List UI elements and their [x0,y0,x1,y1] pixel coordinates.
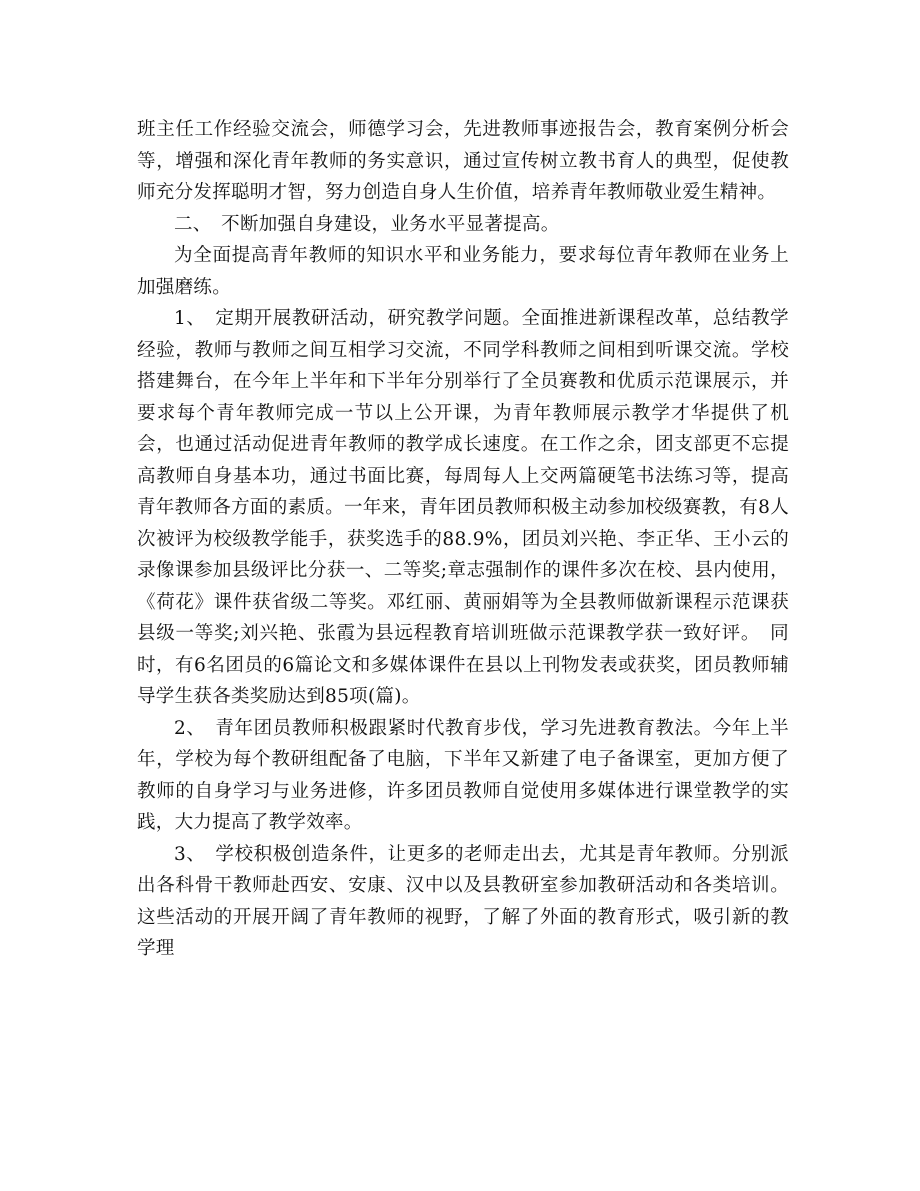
paragraph-item-1: 1、 定期开展教研活动，研究教学问题。全面推进新课程改革，总结教学经验，教师与教师之间互相学习交流，不同学科教师之间相到听课交流。学校搭建舞台，在今年上半年和下半年分别举行了全员赛教和优质示范课展示，并要求每个青年教师完成一节以上公开课，为青年教师展示教学才华提供了机会，也通过活动促进青年教师的教学成长速度。在工作之余，团支部更不忘提高教师自身基本功，通过书面比赛，每周每人上交两篇硬笔书法练习等，提高青年教师各方面的素质。一年来，青年团员教师积极主动参加校级赛教，有8人次被评为校级教学能手，获奖选手的88.9%，团员刘兴艳、李正华、王小云的录像课参加县级评比分获一、二等奖;章志强制作的课件多次在校、县内使用，《荷花》课件获省级二等奖。邓红丽、黄丽娟等为全县教师做新课程示范课获县级一等奖;刘兴艳、张霞为县远程教育培训班做示范课教学获一致好评。 同时，有6名团员的6篇论文和多媒体课件在县以上刊物发表或获奖，团员教师辅导学生获各类奖励达到85项(篇)。 [137,308,789,707]
paragraph-intro: 为全面提高青年教师的知识水平和业务能力，要求每位青年教师在业务上加强磨练。 [137,245,789,298]
paragraph-continuation: 班主任工作经验交流会，师德学习会，先进教师事迹报告会，教育案例分析会等，增强和深化青年教师的务实意识，通过宣传树立教书育人的典型，促使教师充分发挥聪明才智，努力创造自身人生价值，培养青年教师敬业爱生精神。 [137,119,789,203]
paragraph-item-3: 3、 学校积极创造条件，让更多的老师走出去，尤其是青年教师。分别派出各科骨干教师赴西安、安康、汉中以及县教研室参加教研活动和各类培训。这些活动的开展开阔了青年教师的视野，了解了外面的教育形式，吸引新的教学理 [137,843,789,959]
paragraph-item-2: 2、 青年团员教师积极跟紧时代教育步伐，学习先进教育教法。今年上半年，学校为每个教研组配备了电脑，下半年又新建了电子备课室，更加方便了教师的自身学习与业务进修，许多团员教师自觉使用多媒体进行课堂教学的实践，大力提高了教学效率。 [137,717,789,833]
section-heading: 二、 不断加强自身建设，业务水平显著提高。 [174,213,560,235]
document-body [137,114,789,965]
